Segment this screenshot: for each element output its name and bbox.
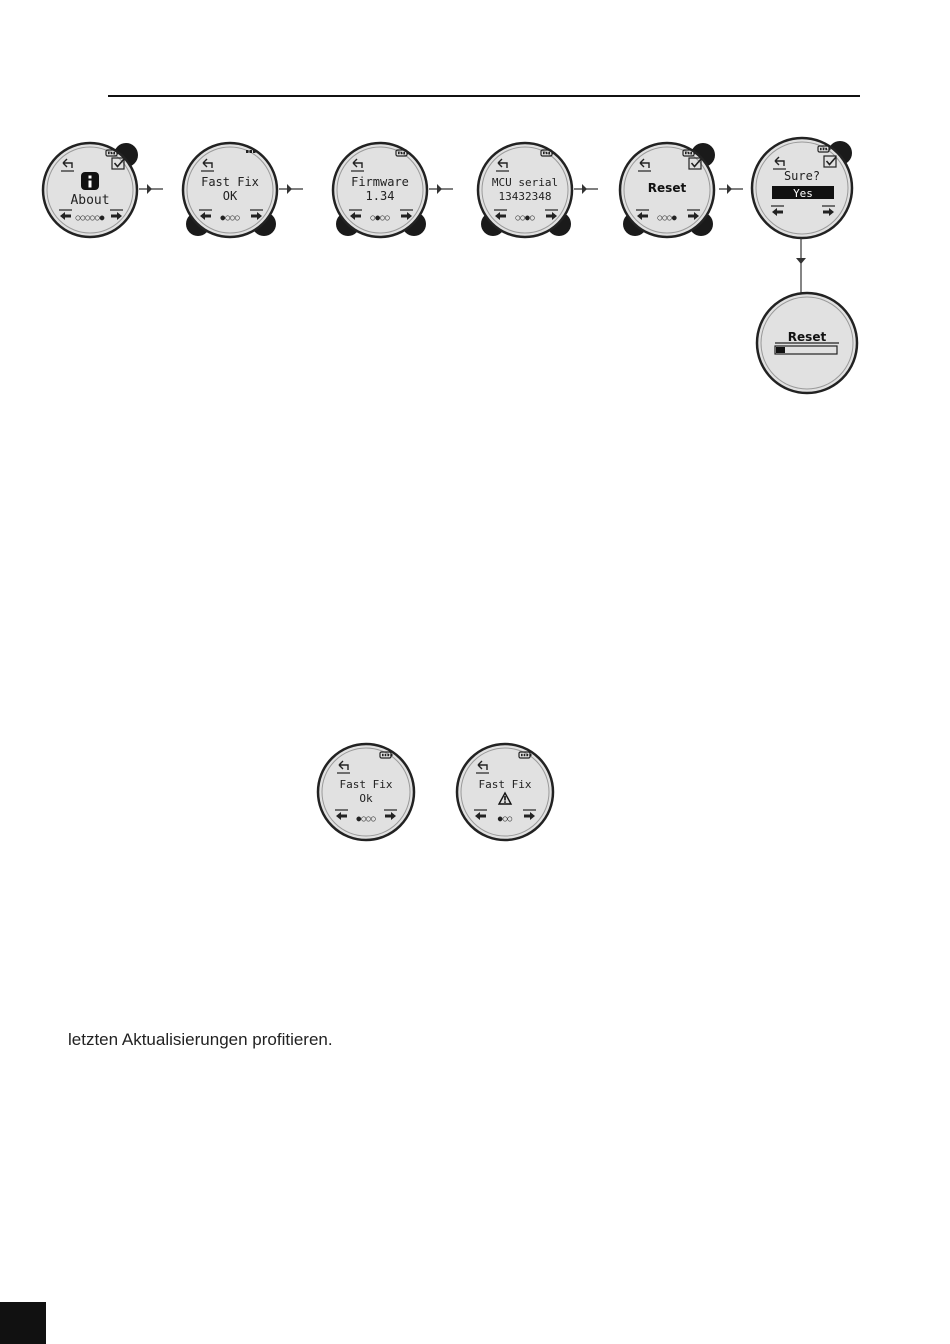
screen-line1: Fast Fix xyxy=(201,175,259,189)
flow-arrow xyxy=(574,184,598,194)
screen-mcu-serial xyxy=(478,143,572,237)
screen-fastfix-warning xyxy=(457,744,553,840)
screen-line2: Ok xyxy=(359,792,373,805)
page-dots: ●○○○ xyxy=(220,213,240,222)
screen-line2: 1.34 xyxy=(365,189,395,203)
screen-fastfix-ok xyxy=(318,744,414,840)
flow-arrow xyxy=(719,184,743,194)
flow-arrow xyxy=(279,184,303,194)
screen-line1: Fast Fix xyxy=(339,778,393,791)
screen-line1: Firmware xyxy=(351,175,409,189)
page-dots: ●○○ xyxy=(497,814,513,823)
flow-arrow-down xyxy=(796,238,806,293)
screen-title: About xyxy=(70,193,110,208)
screen-title: Reset xyxy=(647,181,687,195)
page-dots: ○○●○ xyxy=(515,213,535,222)
page-dots: ○●○○ xyxy=(370,213,390,222)
screen-title: Sure? xyxy=(783,169,821,183)
body-text: letzten Aktualisierungen profitieren. xyxy=(68,1030,333,1049)
screen-resetting xyxy=(757,293,857,393)
page-dots: ●○○○ xyxy=(356,814,376,823)
screen-fastfix xyxy=(183,143,277,237)
screen-line2: 13432348 xyxy=(498,190,552,203)
screen-line2: OK xyxy=(222,189,238,203)
screen-about xyxy=(43,143,138,237)
page-corner-block xyxy=(0,1302,46,1344)
flow-arrow xyxy=(139,184,163,194)
page-dots: ○○○○○● xyxy=(75,213,105,222)
screen-sure xyxy=(752,138,852,238)
flow-arrow xyxy=(429,184,453,194)
screen-reset xyxy=(620,143,715,237)
page-dots: ○○○● xyxy=(657,213,677,222)
selected-option: Yes xyxy=(793,187,813,200)
screen-title: Reset xyxy=(787,330,827,344)
battery-icon xyxy=(246,150,256,153)
screen-line1: MCU serial xyxy=(491,176,559,189)
screen-firmware xyxy=(333,143,427,237)
info-icon xyxy=(81,172,99,190)
screen-line1: Fast Fix xyxy=(478,778,532,791)
